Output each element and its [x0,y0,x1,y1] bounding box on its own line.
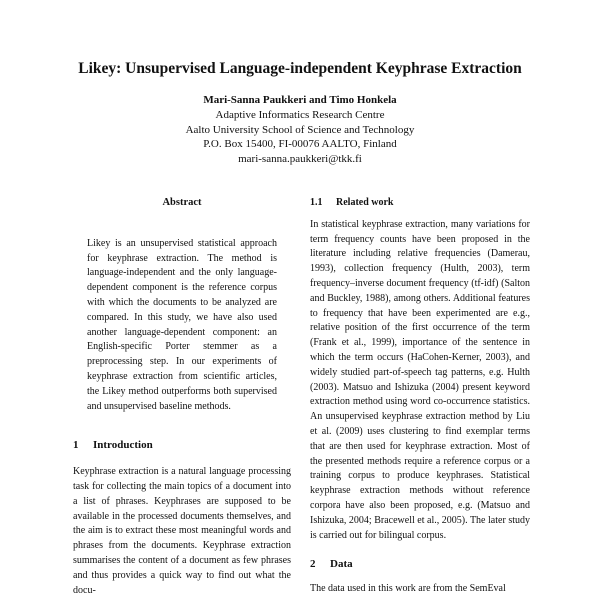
related-work-title: Related work [336,197,394,208]
email-line: mari-sanna.paukkeri@tkk.fi [238,153,362,166]
related-work-heading [310,196,530,211]
introduction-heading [73,438,291,453]
data-text: The data used in this work are from the SemEval [310,583,506,595]
related-work-text: In statistical keyphrase extraction, many variations for term frequency counts have been proposed in the literature including relative frequencies (Damerau, 1993), collection frequency (Hulth, 2003), term frequency–inverse document frequency (tf-idf) (Salton and Buckley, 1988), among others. Additional features to frequency that have been experimented are e.g., relative position of the first occurrence of the term (Frank et al., 1999), importance of the sentence in which the term occurs (HaCohen-Kerner, 2003), and widely studied part-of-speech tag patterns, e.g. Hulth (2003). Matsuo and Ishizuka (2004) present keyword extraction method using word co-occurrence statistics. An unsupervised keyphrase extraction method by Liu et al. (2009) uses clustering to find exemplar terms that are then used for keyphrase extraction. Most of the presented methods require a reference corpus or a training corpus to produce keyphrases. Statistical keyphrase extraction methods without reference corpora have also been proposed, e.g. (Matsuo and Ishizuka, 2004; Bracewell et al., 2005). The later study is carried out for bilingual corpus. [310,218,530,541]
author-block [0,93,600,167]
right-column [310,196,530,597]
affiliation-line-1: Adaptive Informatics Research Centre [215,108,385,121]
left-column [73,196,291,598]
abstract-heading: Abstract [162,197,202,208]
introduction-number: 1 [73,439,79,452]
related-work-number: 1.1 [310,197,323,208]
introduction-text: Keyphrase extraction is a natural language processing task for collecting the main topics of a document into a list of phrases. Keyphrases are supposed to be available in the processed documents themselves, and the aim is to extract these most meaningful words and phrases from the documents. Keyphrase extraction summarises the content of a document as few phrases and thus provides a quick way to find out what the docu- [73,466,291,596]
author-names: Mari-Sanna Paukkeri and Timo Honkela [203,94,397,106]
address-line: P.O. Box 15400, FI-00076 AALTO, Finland [203,138,397,151]
affiliation-line-2: Aalto University School of Science and Technology [185,123,415,136]
introduction-title: Introduction [93,439,153,452]
data-number: 2 [310,558,316,571]
abstract-text: Likey is an unsupervised statistical approach for keyphrase extraction. The method is language-independent and the only language-dependent component is the reference corpus with which the documents to be analyzed are compared. In this study, we have also used another language-dependent component: an English-specific Porter stemmer as a preprocessing step. In our experiments of keyphrase extraction from scientific articles, the Likey method outperforms both supervised and unsupervised baseline methods. [87,237,277,412]
data-heading [310,557,530,572]
paper-title: Likey: Unsupervised Language-independent Keyphrase Extraction [78,60,522,77]
data-title: Data [330,558,353,571]
